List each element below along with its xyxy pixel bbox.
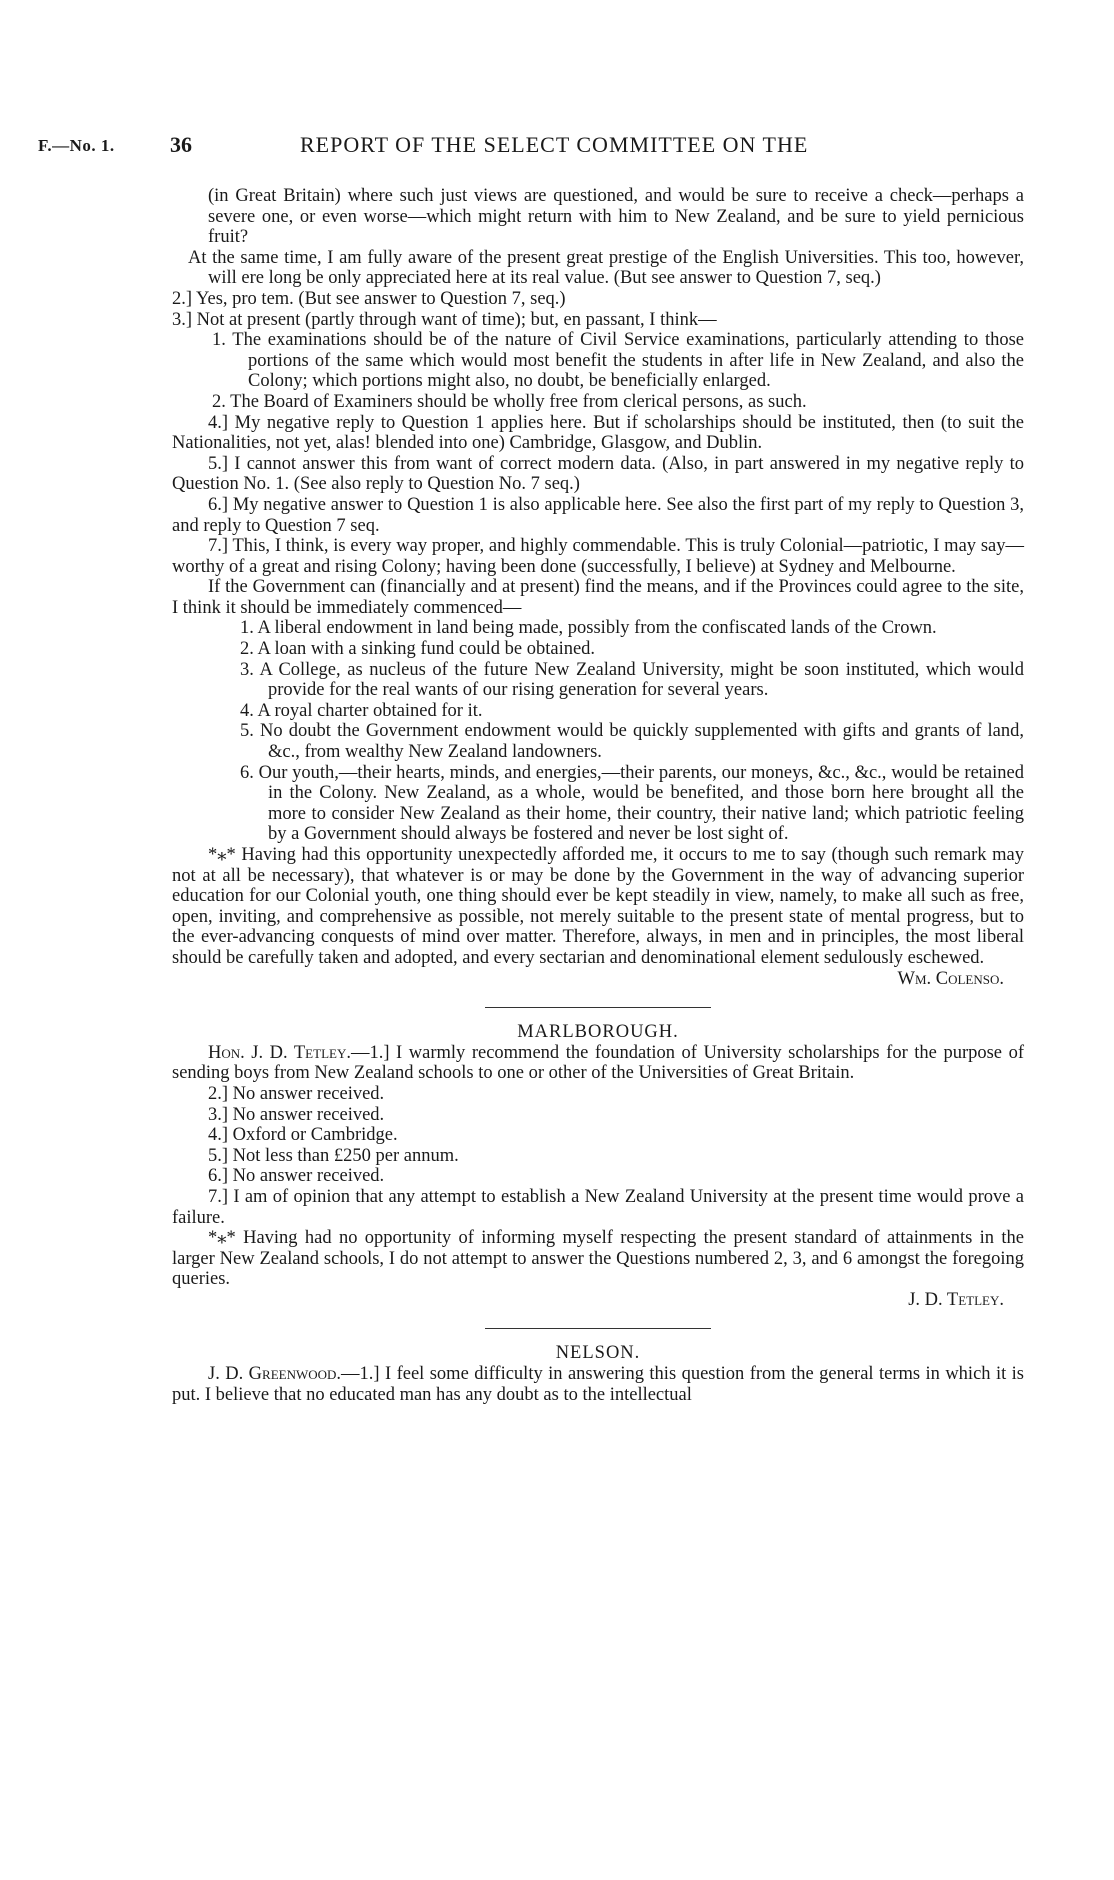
answer-text: —1.] I warmly recommend the foundation of University scholarships for the purpose of sending boys from New Zealand schools to one or other of the Universities of Great Britain. [172,1042,1024,1084]
section-divider [485,1007,711,1008]
colenso-list-item: 4. A royal charter obtained for it. [240,700,483,721]
answer-text: —1.] I feel some difficulty in answering this question from the general terms in which it is put. I believe that no educated man has any doubt as to the intellectual [172,1364,1025,1405]
tetley-answer: 4.] Oxford or Cambridge. [208,1125,398,1146]
colenso-answer-5: 5.] I cannot answer this from want of correct modern data. (Also, in part answered in my negative reply to Question No. 1. (See also reply to Question No. 7 seq.) [172,453,1024,495]
colenso-answer-4: 4.] My negative reply to Question 1 applies here. But if scholarships should be instituted, then (to suit the Nationalities, not yet, alas! blended into one) Cambridge, Glasgow, and Dublin. [172,412,1024,454]
colenso-answer-2: 2.] Yes, pro tem. (But see answer to Question 7, seq.) [172,288,566,309]
greenwood-answer-1 [172,1364,1024,1405]
colenso-signature: Wm. Colenso. [897,968,1004,989]
colenso-answer-3-item: 1. The examinations should be of the nature of Civil Service examinations, particularly attending to those portions of the same which would most benefit the students in after life in New Zealand, and also the Colony; which portions might also, no doubt, be beneficially enlarged. [212,330,1024,392]
section-heading-marlborough: MARLBOROUGH. [517,1022,679,1043]
tetley-signature: J. D. Tetley. [908,1289,1004,1310]
colenso-answer-7-continued: If the Government can (financially and at present) find the means, and if the Provinces could agree to the site, I think it should be immediately commenced— [172,577,1024,618]
colenso-list-item: 1. A liberal endowment in land being made, possibly from the confiscated lands of the Crown. [240,618,937,639]
tetley-answer: 3.] No answer received. [208,1104,385,1125]
colenso-list-item: 6. Our youth,—their hearts, minds, and energies,—their parents, our moneys, &c., &c., would be retained in the Colony. New Zealand, as a whole, would be benefited, and those born here brought all the more to consider New Zealand as their home, their country, their native land; which patriotic feeling by a Government should always be fostered and never be lost sight of. [240,762,1024,845]
colenso-list-item: 5. No doubt the Government endowment would be quickly supplemented with gifts and grants of land, &c., from wealthy New Zealand landowners. [240,721,1024,763]
tetley-answer: 2.] No answer received. [208,1083,385,1104]
colenso-note: *⁎* Having had this opportunity unexpectedly afforded me, it occurs to me to say (though such remark may not at all be necessary), that whatever is or may be done by the Government in the way of advancing superior education for our Colonial youth, one thing should ever be kept steadily in view, namely, to make all such as free, open, inviting, and comprehensive as possible, not merely suitable to the present state of mental progress, but to the ever-advancing conquests of mind over matter. Therefore, always, in men and in principles, the most liberal should be carefully taken and adopted, and every sectarian and denominational element sedulously eschewed. [172,845,1024,968]
respondent-name: J. D. Greenwood. [208,1364,342,1385]
colenso-list-item: 3. A College, as nucleus of the future New Zealand University, might be soon instituted, which would provide for the real wants of our rising generation for several years. [240,659,1024,701]
document-body [172,186,1024,1405]
section-heading-nelson: NELSON. [555,1343,641,1364]
page-header [38,132,1038,162]
colenso-answer-7: 7.] This, I think, is every way proper, and highly commendable. This is truly Colonial—patriotic, I may say—worthy of a great and rising Colony; having been done (successfully, I believe) at Sydney and Melbourne. [172,536,1024,577]
tetley-answer-1 [172,1043,1024,1084]
colenso-answer-3: 3.] Not at present (partly through want of time); but, en passant, I think— [172,309,717,330]
colenso-paragraph: At the same time, I am fully aware of the present great prestige of the English Universities. This too, however, will ere long be only appreciated here at its real value. (But see answer to Question 7, seq.) [188,247,1024,289]
paper-reference: F.—No. 1. [38,136,115,155]
colenso-list-item: 2. A loan with a sinking fund could be obtained. [240,639,596,660]
colenso-answer-3-item: 2. The Board of Examiners should be wholly free from clerical persons, as such. [212,391,807,412]
section-divider [485,1328,711,1329]
respondent-name: Hon. J. D. Tetley. [208,1042,351,1063]
tetley-answer: 6.] No answer received. [208,1166,385,1187]
colenso-paragraph: (in Great Britain) where such just views are questioned, and would be sure to receive a check—perhaps a severe one, or even worse—which might return with him to New Zealand, and be sure to yield pernicious fruit? [208,186,1024,248]
tetley-answer: 5.] Not less than £250 per annum. [208,1145,459,1166]
running-title: REPORT OF THE SELECT COMMITTEE ON THE [300,132,809,157]
tetley-answer-7: 7.] I am of opinion that any attempt to establish a New Zealand University at the present time would prove a failure. [172,1186,1024,1228]
tetley-note: *⁎* Having had no opportunity of informing myself respecting the present standard of attainments in the larger New Zealand schools, I do not attempt to answer the Questions numbered 2, 3, and 6 amongst the foregoing queries. [172,1228,1024,1290]
colenso-answer-6: 6.] My negative answer to Question 1 is also applicable here. See also the first part of my reply to Question 3, and reply to Question 7 seq. [172,494,1024,536]
page-number: 36 [170,132,192,157]
